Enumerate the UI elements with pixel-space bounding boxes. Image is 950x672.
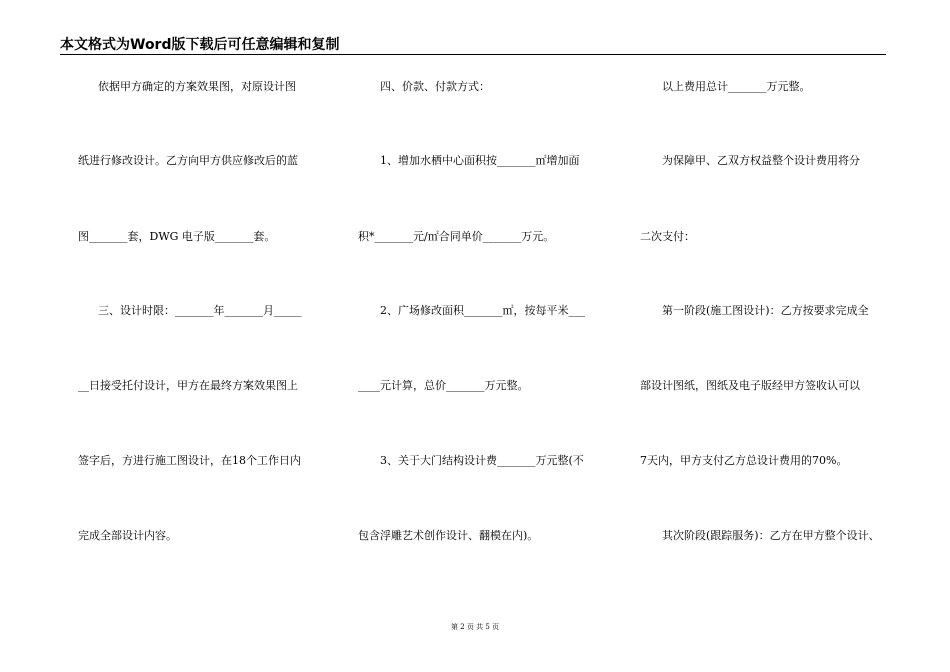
- header-divider: [60, 54, 886, 55]
- paragraph-line: 3、关于大门结构设计费_______万元整(不: [380, 454, 584, 467]
- paragraph-line: 完成全部设计内容。: [78, 529, 177, 542]
- paragraph-line: 积*_______元/㎡合同单价_______万元。: [358, 230, 555, 243]
- paragraph-line: 为保障甲、乙双方权益整个设计费用将分: [662, 154, 860, 167]
- paragraph-line: 以上费用总计_______万元整。: [662, 80, 811, 93]
- section-heading: 四、价款、付款方式：: [380, 80, 490, 93]
- paragraph-line: 1、增加水栖中心面积按_______㎡增加面: [380, 154, 580, 167]
- paragraph-line: 三、设计时限：_______年_______月_____: [98, 304, 302, 317]
- paragraph-line: 其次阶段(跟踪服务)：乙方在甲方整个设计、: [662, 529, 880, 542]
- paragraph-line: 包含浮雕艺术创作设计、翻模在内)。: [358, 529, 539, 542]
- paragraph-line: 纸进行修改设计。乙方向甲方供应修改后的蓝: [78, 154, 298, 167]
- page-number: 第 2 页 共 5 页: [450, 623, 500, 631]
- paragraph-line: 部设计图纸，图纸及电子版经甲方签收认可以: [640, 379, 860, 392]
- paragraph-line: __日接受托付设计，甲方在最终方案效果图上: [78, 379, 298, 392]
- paragraph-line: ____元计算，总价_______万元整。: [358, 379, 529, 392]
- paragraph-line: 签字后，方进行施工图设计，在18个工作日内: [78, 454, 301, 467]
- paragraph-line: 依据甲方确定的方案效果图，对原设计图: [98, 80, 296, 93]
- paragraph-line: 7天内，甲方支付乙方总设计费用的70%。: [640, 454, 848, 467]
- paragraph-line: 二次支付：: [640, 230, 695, 243]
- paragraph-line: 第一阶段(施工图设计)：乙方按要求完成全: [662, 304, 869, 317]
- paragraph-line: 2、广场修改面积_______㎡，按每平米___: [380, 304, 585, 317]
- document-header: 本文格式为Word版下载后可任意编辑和复制: [60, 37, 340, 53]
- paragraph-line: 图_______套，DWG 电子版_______套。: [78, 230, 276, 243]
